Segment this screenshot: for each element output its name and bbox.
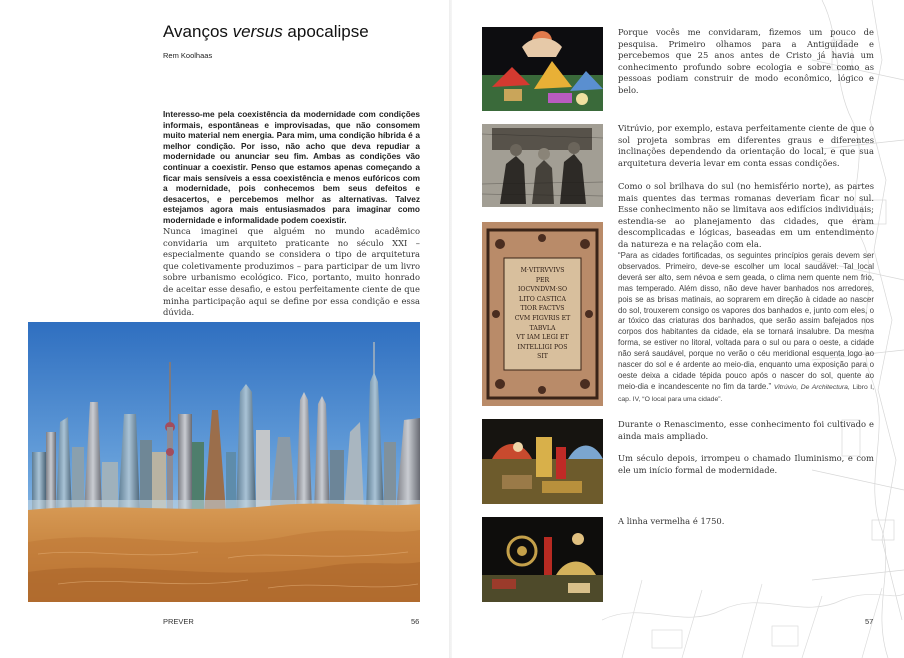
enlightenment-collage-image	[482, 517, 603, 602]
quote-source-ref: Libro I, cap. IV, “O local para uma cidade”.	[618, 383, 874, 403]
paragraph-renaissance: Durante o Renascimento, esse conhecimento foi cultivado e ainda mais ampliado.	[618, 419, 874, 441]
page-number-right: 57	[865, 617, 874, 626]
plaque-inscription: M·VITRVVIVS PER IOCVNDVM·SO LITO CASTICA TIOR FACTVS CVM FIGVRIS ET TABVLA VT IAM LEGI ET INTELLIGI POS SIT	[514, 267, 571, 361]
right-page	[452, 0, 904, 658]
left-page	[0, 0, 451, 658]
body-paragraph: Nunca imaginei que alguém no mundo acadêmico convidaria um arquiteto praticante no século XXI – especialmente quando se considera o tipo de arquitetura que coletivamente produzimos – para participar de um livro sobre urbanismo ecológico. Fico, portanto, muito honrado de aceitar esse desafio, e estou perfeitamente ciente de que minha participação aqui se define por essa condição e essa dúvida.	[163, 226, 420, 318]
renaissance-collage-image	[482, 419, 603, 504]
vitruvius-engraving-image	[482, 124, 603, 207]
paragraph-vitruvius: Vitrúvio, por exemplo, estava perfeitamente ciente de que o sol projeta sombras em diferentes graus e diferentes inclinações dependendo da orientação do local, e que sua arquitetura deveria levar em conta essas condições.	[618, 123, 874, 168]
intro-paragraph: Interesso-me pela coexistência da modernidade com condições informais, espontâneas e improvisadas, que não consomem muito material nem energia. Para mim, uma condição híbrida é a melhor condição. Por isso, não acho que deva repudiar a modernidade ou anunciar seu fim. Ambas as condições vão continuar a coexistir. Penso que estamos apenas começando a ficar mais sensíveis a essa coexistência e menos eufóricos com a modernidade, pois conhecemos bem seus defeitos e desacertos, e percebemos melhor as alternativas. Talvez estejamos agora mais entusiasmados para imaginar como modernidade e informalidade podem coexistir.	[163, 109, 420, 225]
ancient-collage-image	[482, 27, 603, 111]
paragraph-enlightenment: Um século depois, irrompeu o chamado Iluminismo, e com ele um início formal de modernidade.	[618, 453, 874, 475]
skyline-desert-image	[28, 322, 420, 602]
paragraph-red-line: A linha vermelha é 1750.	[618, 516, 725, 526]
page-number-left: 56	[411, 617, 420, 626]
title-emphasis: versus	[232, 22, 283, 41]
background-map-lines-bottom	[602, 560, 904, 658]
article-title: Avanços versus apocalipse	[163, 22, 369, 41]
footer-label: PREVER	[163, 617, 194, 626]
article-author: Rem Koolhaas	[163, 51, 213, 60]
vitruvius-title-plaque	[482, 222, 603, 406]
quote-source: Vitrúvio, De Architectura,	[773, 383, 850, 391]
vitruvius-quote: “Para as cidades fortificadas, os seguintes princípios gerais devem ser observados. Primeiro, deve-se escolher um local saudável. Tal local deverá ser alto, sem névoa e sem geada, o clima nem quente nem frio, mas temperado. Além disso, não deve haver banhados nos arredores, pois se as brisas matinais, ao soprarem em direção à cidade ao nascer do sol, trouxerem consigo os vapores dos banhados e, junto com eles, o ar tóxico das criaturas dos banhados, que serão assim bafejados nos corpos dos habitantes da cidade, ela se tornará insalubre. Da mesma forma, se estiver no litoral, voltada para o sul ou para o oeste, a cidade não será saudável, porque no verão o céu meridional esquenta logo ao nascer do sol e é ardente ao meio-dia, enquanto uma exposição para o oeste deixa a cidade tépida pouco após o nascer do sol, quente ao meio-dia e incandescente no fim da tarde.” Vitrúvio, De Architectura, Libro I, cap. IV, “O local para uma cidade”.	[618, 251, 874, 403]
skyline-desert-illustration	[28, 322, 420, 602]
paragraph-research: Porque vocês me convidaram, fizemos um pouco de pesquisa. Primeiro olhamos para a Antiguidade e percebemos que 25 anos antes de Cristo já havia um conhecimento profundo sobre ecologia e sobre como as pessoas podiam construir de modo econômico, lógico e belo.	[618, 27, 874, 95]
paragraph-roman-baths: Como o sol brilhava do sul (no hemisfério norte), as partes mais quentes das termas romanas deveriam ficar no sul. Esse conhecimento não se limitava aos edifícios individuais; estendia-se ao planejamento das cidades, que eram descomplicadas e lógicas, baseadas em um entendimento da natureza e na relação com ela.	[618, 181, 874, 249]
